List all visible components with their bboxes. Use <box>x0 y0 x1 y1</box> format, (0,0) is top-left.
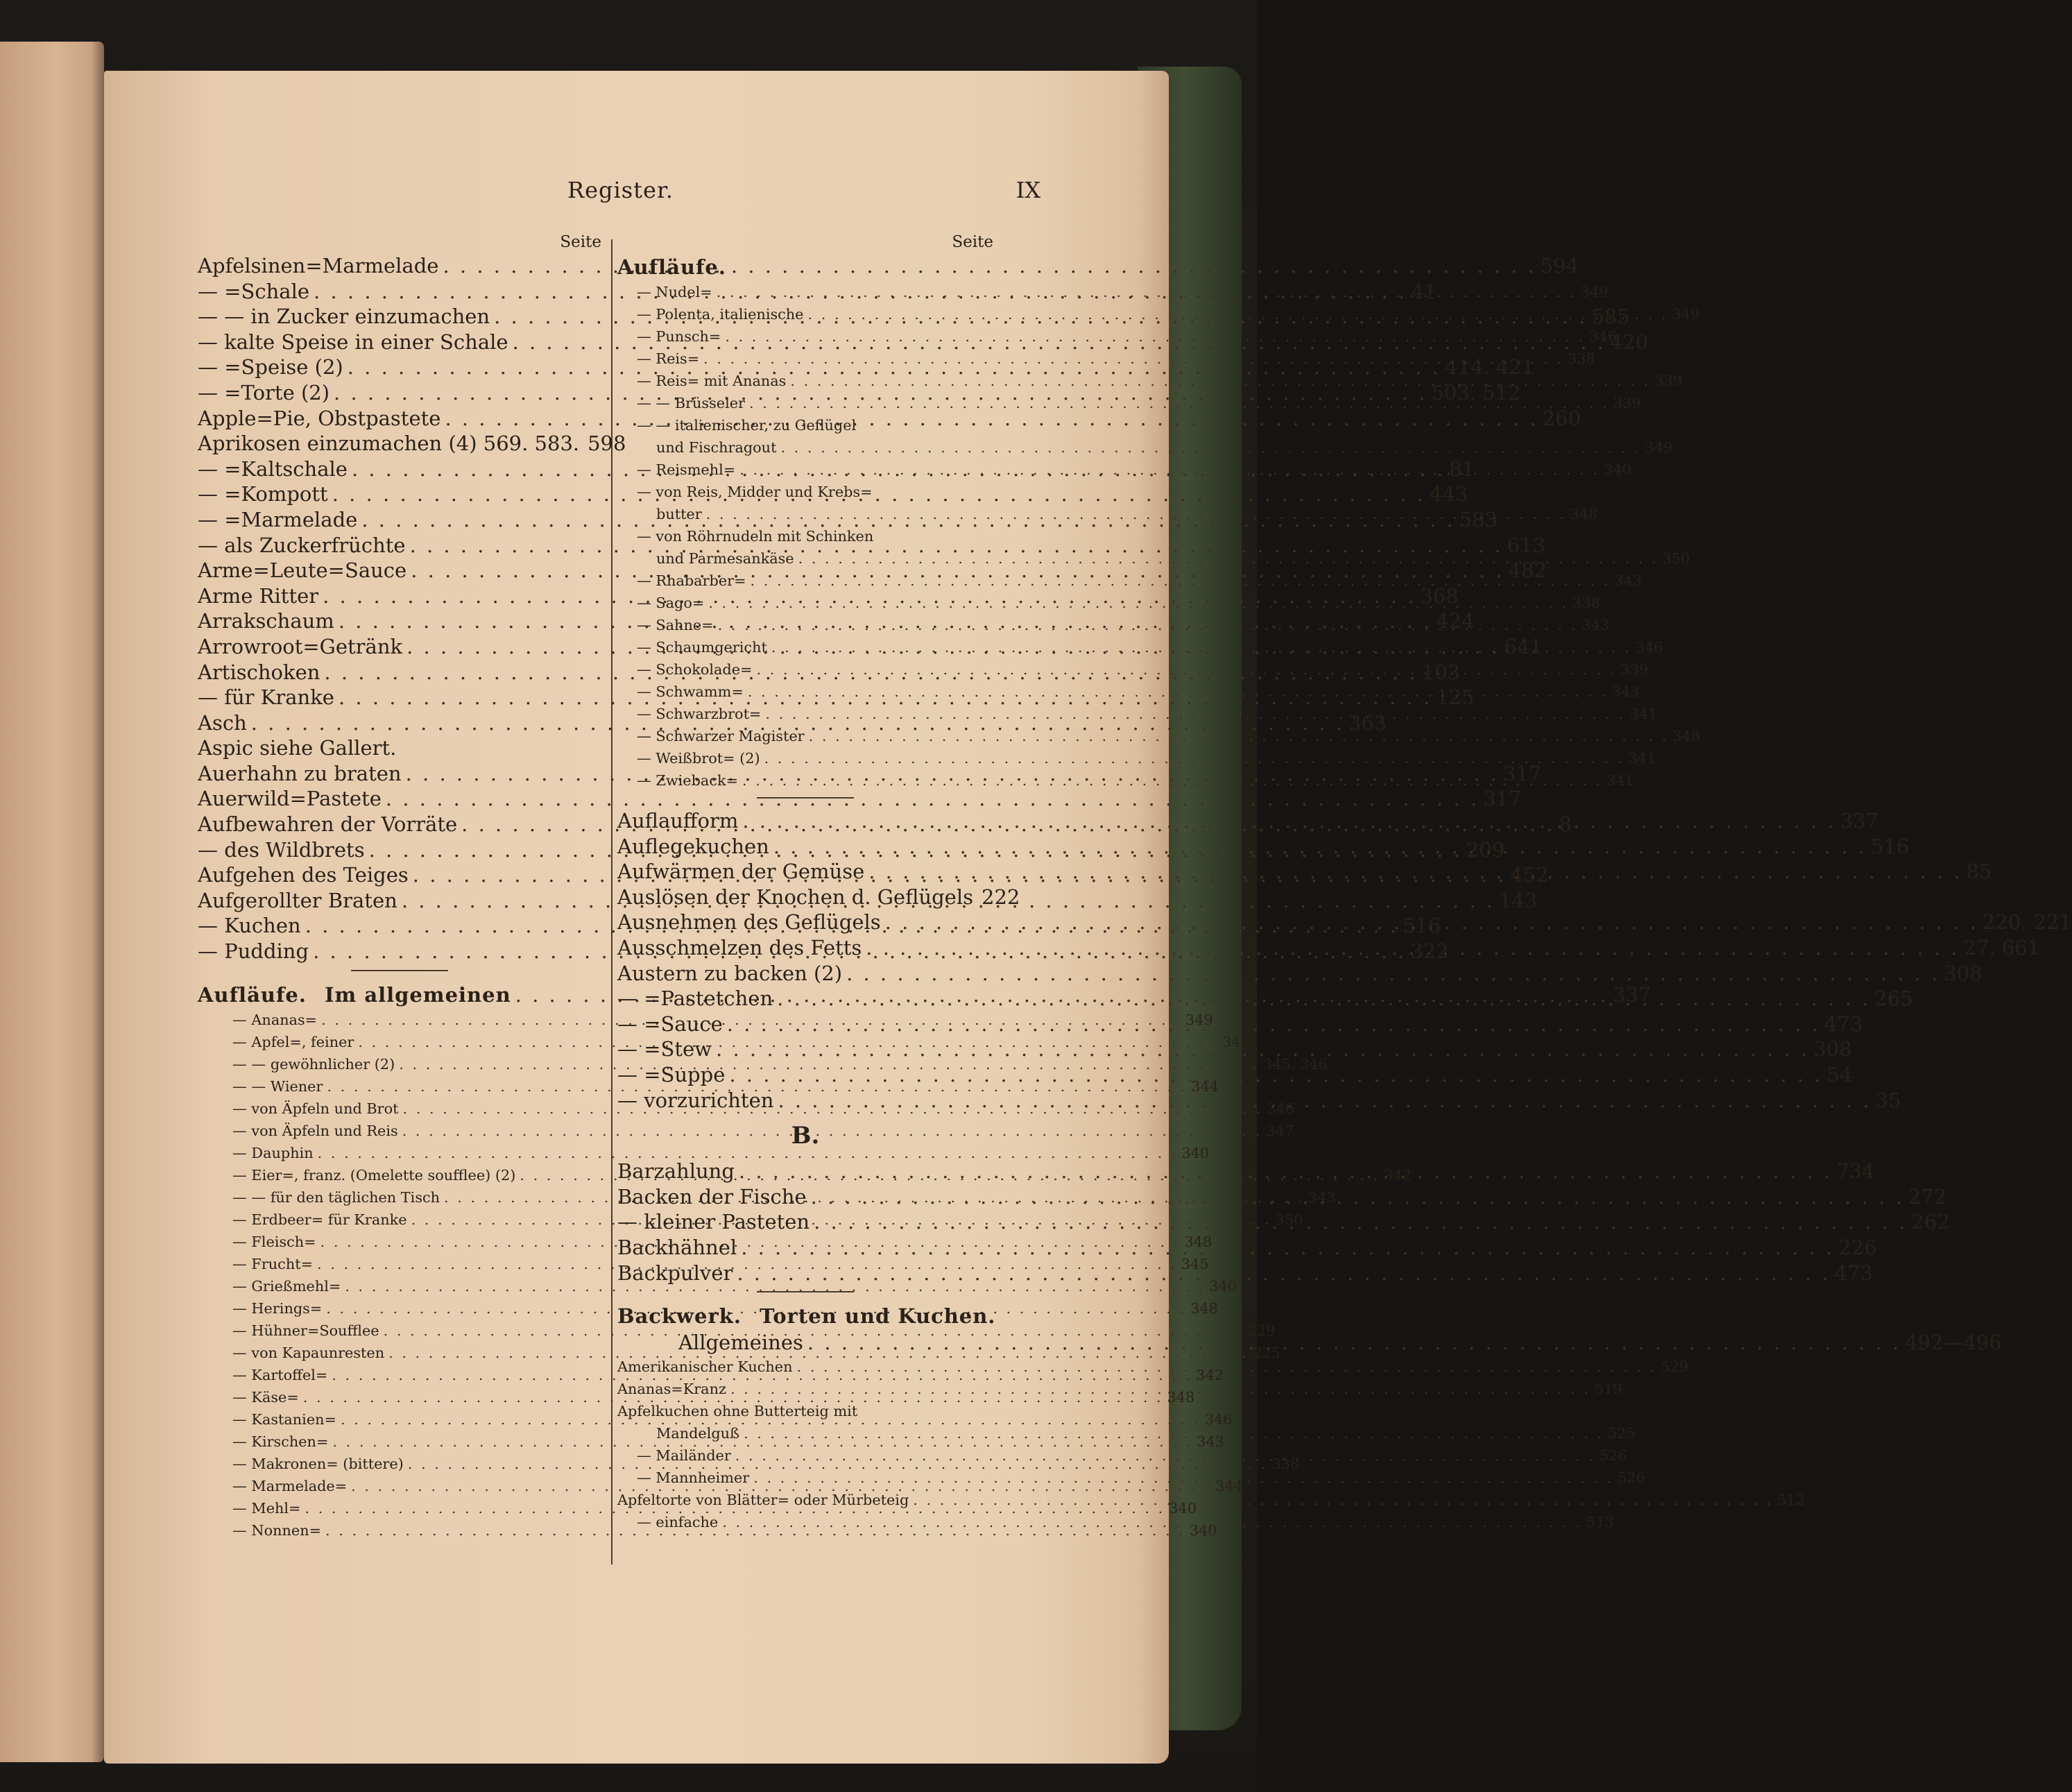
index-entry: Aufbewahren der Vorräte . . . 8 <box>198 812 601 837</box>
index-subentry: — Marmelade= . . . 344 <box>198 1475 601 1497</box>
index-entry: Aufgerollter Braten . . . 143 <box>198 888 601 914</box>
index-subentry: Apfelkuchen ohne Butterteig mit <box>617 1402 858 1419</box>
index-subentry: — Rhabarber= . . . 343 <box>617 570 993 592</box>
index-subentry: — von Röhrnudeln mit Schinken <box>637 528 874 545</box>
index-entry: Apple=Pie, Obstpastete . . . 260 <box>198 406 601 432</box>
index-subentry: — — Brüsseler . . . 339 <box>617 392 993 414</box>
index-subentry: — von Äpfeln und Brot . . . 346 <box>198 1098 601 1120</box>
index-subentry: — Mannheimer . . . 526 <box>617 1467 993 1489</box>
index-subentry: — Ananas= . . . 349 <box>198 1009 601 1031</box>
index-entry: Barzahlung . . . 734 <box>617 1159 993 1184</box>
index-subentry: — Kartoffel= . . . 342 <box>198 1364 601 1386</box>
index-subentry: — Käse= . . . 348 <box>198 1386 601 1408</box>
index-entry: Austern zu backen (2) . . . 308 <box>617 961 993 987</box>
index-entry: Artischoken . . . 103 <box>198 660 601 685</box>
index-subentry: Apfeltorte von Blätter= oder Mürbeteig . . . 512 <box>617 1489 993 1511</box>
index-subentry: — Makronen= (bittere) . . . 338 <box>198 1453 601 1475</box>
index-entry: — Pudding . . . 322 <box>198 939 601 964</box>
index-entry: Arme=Leute=Sauce . . . 482 <box>198 558 601 583</box>
index-entry: — kalte Speise in einer Schale . . . 420 <box>198 330 601 355</box>
index-entry: — =Pastetchen . . . 265 <box>617 986 993 1012</box>
index-entry: — =Torte (2) . . . 503. 512 <box>198 380 601 406</box>
index-subentry: — — italienischer, zu Geflügel <box>637 417 857 434</box>
index-subentry: Amerikanischer Kuchen . . . 529 <box>617 1356 993 1378</box>
index-entry: — vorzurichten . . . 35 <box>617 1088 993 1113</box>
seite-label: Seite <box>952 233 993 251</box>
section-heading: Backwerk. Torten und Kuchen. <box>617 1304 996 1329</box>
index-entry: — des Wildbrets . . . 209 <box>198 837 601 863</box>
index-entry: Auflegekuchen . . . 516 <box>617 834 993 860</box>
index-subentry: — Nudel= . . . 349 <box>617 281 993 303</box>
index-entry: Auslösen der Knochen d. Geflügels 222 <box>617 885 1020 909</box>
index-subentry: — von Äpfeln und Reis . . . 347 <box>198 1120 601 1142</box>
index-entry: — =Marmelade . . . 583 <box>198 507 601 533</box>
section-divider <box>757 797 854 799</box>
index-entry: — für Kranke . . . 125 <box>198 685 601 710</box>
index-subentry: — Schwarzer Magister . . . 348 <box>617 725 993 747</box>
index-entry: Aufgehen des Teiges . . . 452 <box>198 862 601 888</box>
index-subentry: — Frucht= . . . 345 <box>198 1253 601 1275</box>
index-entry: — Kuchen . . . 516 <box>198 913 601 939</box>
index-entry: Auflaufform . . . 337 <box>617 808 993 834</box>
index-subentry: — Kastanien= . . . 346 <box>198 1408 601 1431</box>
index-entry: — =Schale . . . 41 <box>198 279 601 305</box>
index-entry: — =Sauce . . . 473 <box>617 1012 993 1037</box>
index-entry: — kleiner Pasteten . . . 262 <box>617 1209 993 1235</box>
index-entry: — =Kompott . . . 443 <box>198 481 601 507</box>
index-subentry: butter . . . 348 <box>617 503 993 525</box>
index-entry: Arme Ritter . . . 368 <box>198 583 601 609</box>
index-entry: Ausschmelzen des Fetts . . . 27. 661 <box>617 935 993 961</box>
index-entry: — als Zuckerfrüchte . . . 613 <box>198 533 601 558</box>
index-entry: Asch . . . 363 <box>198 710 601 736</box>
index-subentry: — Hühner=Soufflee . . . 229 <box>198 1320 601 1342</box>
index-entry: Aufwärmen der Gemüse . . . 85 <box>617 859 993 885</box>
index-subentry: — Schokolade= . . . 339 <box>617 658 993 681</box>
section-letter: B. <box>791 1122 820 1150</box>
index-subentry: — — gewöhnlicher (2) . . . 345. 346 <box>198 1053 601 1075</box>
index-subentry: — Reis= mit Ananas . . . 339 <box>617 370 993 392</box>
index-subentry: — Herings= . . . 348 <box>198 1297 601 1320</box>
index-subentry: — Eier=, franz. (Omelette soufflee) (2) . . . 342 <box>198 1164 601 1186</box>
index-subentry: — Apfel=, feiner . . . 345 <box>198 1031 601 1053</box>
index-subentry: — einfache . . . 513 <box>617 1511 993 1533</box>
index-entry: Aspic siehe Gallert. <box>198 736 397 760</box>
left-page-edge <box>0 42 104 1762</box>
index-entry: Allgemeines . . . 492—496 <box>617 1330 993 1356</box>
index-entry: Backhähnel . . . 226 <box>617 1235 993 1261</box>
index-subentry: — Mailänder . . . 526 <box>617 1444 993 1467</box>
index-subentry: — Erdbeer= für Kranke . . . 350 <box>198 1209 601 1231</box>
index-entry: — =Suppe . . . 54 <box>617 1062 993 1088</box>
page-number: IX <box>1016 177 1041 203</box>
index-subentry: — von Reis, Midder und Krebs= <box>637 484 873 500</box>
index-subentry: — Nonnen= . . . 340 <box>198 1519 601 1542</box>
index-subentry: und Parmesankäse . . . 350 <box>617 547 993 570</box>
index-subentry: — — Wiener . . . 344 <box>198 1075 601 1098</box>
index-entry: Ausnehmen des Geflügels . . . 220. 221 <box>617 910 993 935</box>
seite-label: Seite <box>560 233 601 251</box>
section-divider <box>351 970 448 971</box>
index-subentry: Mandelguß . . . 525 <box>617 1422 993 1444</box>
index-subentry: — Sago= . . . 338 <box>617 592 993 614</box>
index-entry: Auerwild=Pastete . . . 317 <box>198 786 601 812</box>
index-entry: — =Speise (2) . . . 414. 421 <box>198 355 601 380</box>
page-header-title: Register. <box>567 177 674 203</box>
index-subentry: Ananas=Kranz . . . 519 <box>617 1378 993 1400</box>
index-entry: Arrakschaum . . . 424 <box>198 608 601 634</box>
index-subentry: — Sahne= . . . 343 <box>617 614 993 636</box>
index-subentry: — — für den täglichen Tisch . . . 343 <box>198 1186 601 1209</box>
index-entry: — =Kaltschale . . . 81 <box>198 456 601 482</box>
index-entry: — =Stew . . . 308 <box>617 1036 993 1062</box>
index-entry: Auerhahn zu braten . . . 317 <box>198 761 601 787</box>
index-subentry: — Reismehl= . . . 340 <box>617 459 993 481</box>
index-subentry: — Zwieback= . . . 341 <box>617 769 993 792</box>
index-subentry: — Mehl= . . . 340 <box>198 1497 601 1519</box>
index-entry: Arrowroot=Getränk . . . 641 <box>198 634 601 660</box>
index-entry: Backpulver . . . 473 <box>617 1261 993 1286</box>
index-entry: — — in Zucker einzumachen . . . 585 <box>198 304 601 330</box>
index-subentry: — Dauphin . . . 340 <box>198 1142 601 1164</box>
index-subentry: — Reis= . . . 338 <box>617 348 993 370</box>
index-subentry: — Punsch= . . . 346 <box>617 325 993 348</box>
section-heading: Aufläufe. Im allgemeinen . . . 337 <box>198 981 601 1009</box>
index-subentry: — Kirschen= . . . 343 <box>198 1431 601 1453</box>
index-entry: Aprikosen einzumachen (4) 569. 583. 598 <box>198 432 626 456</box>
index-entry: Backen der Fische . . . 272 <box>617 1184 993 1210</box>
index-subentry: — Schwamm= . . . 343 <box>617 681 993 703</box>
section-heading: Aufläufe. <box>617 255 726 279</box>
index-subentry: — Fleisch= . . . 348 <box>198 1231 601 1253</box>
index-subentry: und Fischragout . . . 349 <box>617 436 993 459</box>
index-subentry: — Grießmehl= . . . 340 <box>198 1275 601 1297</box>
index-subentry: — von Kapaunresten . . . 225 <box>198 1342 601 1364</box>
section-divider <box>757 1291 854 1292</box>
index-subentry: — Schaumgericht . . . 346 <box>617 636 993 658</box>
index-subentry: — Schwarzbrot= . . . 341 <box>617 703 993 725</box>
index-subentry: — Polenta, italienische . . . 349 <box>617 303 993 325</box>
index-entry: Apfelsinen=Marmelade . . . 594 <box>198 253 601 279</box>
index-subentry: — Weißbrot= (2) . . . 341 <box>617 747 993 769</box>
